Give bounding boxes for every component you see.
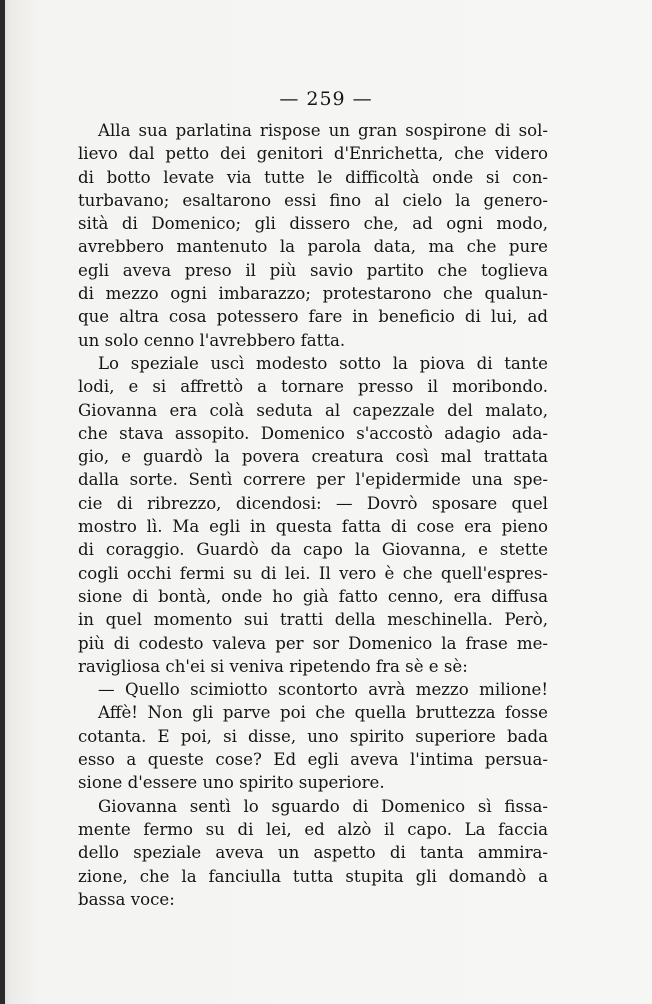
text-line: esso a queste cose? Ed egli aveva l'intima persua- <box>78 750 548 770</box>
text-line: lodi, e si affrettò a tornare presso il moribondo. <box>78 377 548 397</box>
text-line: avrebbero mantenuto la parola data, ma che pure <box>78 237 548 257</box>
text-line: mente fermo su di lei, ed alzò il capo. La faccia <box>78 819 548 839</box>
page-number: — 259 — <box>279 88 373 110</box>
text-line: sione d'essere uno spirito superiore. <box>78 773 385 793</box>
text-line: in quel momento sui tratti della meschinella. Però, <box>78 610 548 630</box>
text-line: bassa voce: <box>78 889 175 909</box>
text-line: gio, e guardò la povera creatura così mal trattata <box>78 447 548 467</box>
text-line: Alla sua parlatina rispose un gran sospirone di sol- <box>98 121 548 140</box>
text-line: di botto levate via tutte le difficoltà onde si con- <box>78 167 548 187</box>
text-line: Lo speziale uscì modesto sotto la piova di tante <box>98 353 548 373</box>
text-line: dalla sorte. Sentì correre per l'epidermide una spe- <box>78 470 548 490</box>
text-line: mostro lì. Ma egli in questa fatta di cose era pieno <box>78 517 548 537</box>
body-text <box>78 119 548 911</box>
text-line: più di codesto valeva per sor Domenico la frase me- <box>78 633 548 653</box>
text-line: zione, che la fanciulla tutta stupita gli domandò a <box>78 866 548 886</box>
text-line: dello speziale aveva un aspetto di tanta ammira- <box>78 843 548 863</box>
text-line: — Quello scimiotto scontorto avrà mezzo milione! <box>98 680 548 700</box>
text-line: sità di Domenico; gli dissero che, ad ogni modo, <box>78 214 548 234</box>
text-line: Giovanna era colà seduta al capezzale del malato, <box>78 400 548 420</box>
text-line: che stava assopito. Domenico s'accostò adagio ada- <box>78 423 548 443</box>
text-line: cotanta. E poi, si disse, uno spirito superiore bada <box>78 726 548 746</box>
text-line: lievo dal petto dei genitori d'Enrichetta, che videro <box>78 144 548 164</box>
text-line: cogli occhi fermi su di lei. Il vero è che quell'espres- <box>78 563 548 583</box>
text-line: di mezzo ogni imbarazzo; protestarono che qualun- <box>78 284 548 304</box>
text-line: Giovanna sentì lo sguardo di Domenico sì fissa- <box>98 796 548 816</box>
text-line: sione di bontà, onde ho già fatto cenno, era diffusa <box>78 586 548 606</box>
text-line: di coraggio. Guardò da capo la Giovanna, e stette <box>78 540 548 560</box>
text-line: Affè! Non gli parve poi che quella bruttezza fosse <box>98 703 548 723</box>
text-line: un solo cenno l'avrebbero fatta. <box>78 330 346 350</box>
text-line: turbavano; esaltarono essi fino al cielo la genero- <box>78 190 548 210</box>
text-line: egli aveva preso il più savio partito che toglieva <box>78 260 548 280</box>
page-gutter-shadow <box>0 0 5 1004</box>
text-line: cie di ribrezzo, dicendosi: — Dovrò sposare quel <box>78 493 548 513</box>
text-line: ravigliosa ch'ei si veniva ripetendo fra sè e sè: <box>78 656 468 676</box>
text-line: que altra cosa potessero fare in beneficio di lui, ad <box>78 307 548 327</box>
